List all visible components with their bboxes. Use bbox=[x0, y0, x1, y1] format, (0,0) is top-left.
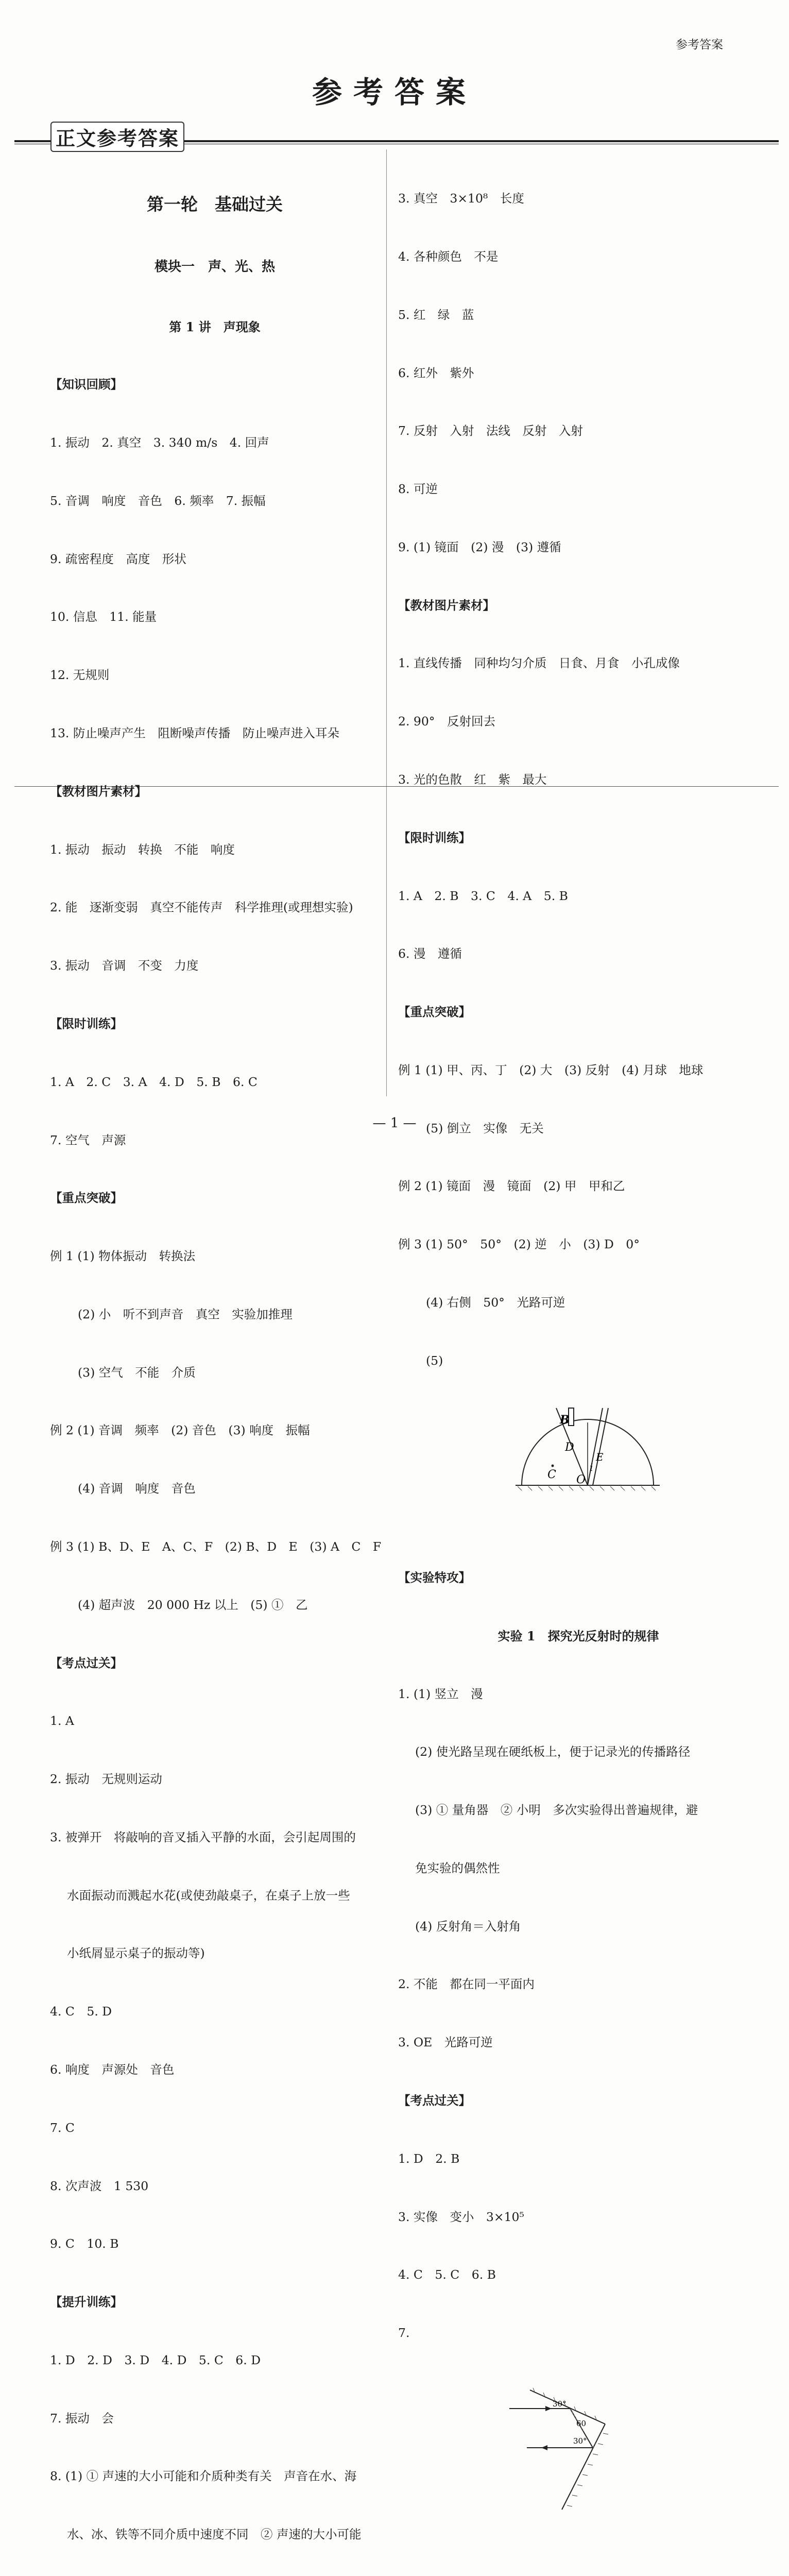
lecture-title: 第 1 讲 声现象 bbox=[169, 319, 261, 334]
double-mirror-figure bbox=[398, 2401, 759, 2525]
angle-label-2: 60 bbox=[576, 2418, 587, 2428]
answer-line: (4) 音调 响度 音色 bbox=[78, 1481, 196, 1496]
answer-line: 水、冰、铁等不同介质中速度不同 ② 声速的大小可能 bbox=[67, 2527, 362, 2542]
answer-line: 6. 红外 紫外 bbox=[398, 365, 474, 380]
answer-line: 2. 振动 无规则运动 bbox=[50, 1772, 162, 1787]
section-heading: 【教材图片素材】 bbox=[50, 784, 147, 799]
answer-line: 3. 真空 3×10⁸ 长度 bbox=[398, 191, 524, 206]
answer-line: (2) 小 听不到声音 真空 实验加推理 bbox=[78, 1307, 293, 1321]
section-heading: 【提升训练】 bbox=[50, 2295, 123, 2310]
answer-line: 3. 被弹开 将敲响的音叉插入平静的水面，会引起周围的 bbox=[50, 1829, 356, 1844]
answer-line: 8. (1) ① 声速的大小可能和介质种类有关 声音在水、海 bbox=[50, 2469, 357, 2484]
answer-line: 1. A 2. B 3. C 4. A 5. B bbox=[398, 888, 568, 903]
answer-line: 10. 信息 11. 能量 bbox=[50, 609, 157, 624]
label-d: D bbox=[565, 1441, 574, 1454]
answer-line: (5) 倒立 实像 无关 bbox=[426, 1121, 544, 1136]
answer-line: 9. 疏密程度 高度 形状 bbox=[50, 551, 186, 566]
answer-line: 2. 能 逐渐变弱 真空不能传声 科学推理(或理想实验) bbox=[50, 900, 353, 915]
answer-line: 水面振动而溅起水花(或使劲敲桌子，在桌子上放一些 bbox=[67, 1888, 350, 1903]
column-divider bbox=[386, 149, 387, 1096]
answer-line: 2. 90° 反射回去 bbox=[398, 714, 496, 729]
answer-line: 6. 漫 遵循 bbox=[398, 946, 462, 961]
page-number: — 1 — bbox=[372, 1115, 417, 1131]
answer-line: 3. 光的色散 红 紫 最大 bbox=[398, 772, 547, 787]
answer-line: 7. bbox=[398, 2326, 410, 2341]
section-heading: 【重点突破】 bbox=[50, 1191, 123, 1206]
answer-line: 12. 无规则 bbox=[50, 668, 110, 683]
section-heading: 【限时训练】 bbox=[50, 1016, 123, 1031]
section-heading: 【知识回顾】 bbox=[50, 377, 123, 392]
answer-line: 2. 不能 都在同一平面内 bbox=[398, 1977, 535, 1992]
answer-line: 1. D 2. B bbox=[398, 2151, 460, 2166]
answer-line: 8. 次声波 1 530 bbox=[50, 2178, 149, 2193]
answer-line: 9. (1) 镜面 (2) 漫 (3) 遵循 bbox=[398, 539, 561, 554]
answer-line: 例 2 (1) 镜面 漫 镜面 (2) 甲 甲和乙 bbox=[398, 1179, 625, 1194]
answer-line: (5) bbox=[426, 1353, 443, 1368]
answer-line: 7. 振动 会 bbox=[50, 2411, 114, 2426]
answer-line: 1. D 2. D 3. D 4. D 5. C 6. D bbox=[50, 2352, 261, 2367]
answer-line: 1. 振动 2. 真空 3. 340 m/s 4. 回声 bbox=[50, 435, 269, 450]
section-heading: 【考点过关】 bbox=[50, 1655, 123, 1670]
section-tag: 正文参考答案 bbox=[50, 122, 184, 152]
section-heading: 【重点突破】 bbox=[398, 1005, 471, 1020]
answer-line: 9. C 10. B bbox=[50, 2236, 119, 2251]
reflection-semicircle-figure bbox=[398, 1413, 759, 1510]
answer-line: (3) ① 量角器 ② 小明 多次实验得出普遍规律，避 bbox=[415, 1803, 698, 1818]
answer-line: 3. 实像 变小 3×10⁵ bbox=[398, 2209, 524, 2224]
answer-line: 1. (1) 竖立 漫 bbox=[398, 1686, 483, 1701]
answer-line: 1. 直线传播 同种均匀介质 日食、月食 小孔成像 bbox=[398, 656, 680, 671]
answer-line: 例 1 (1) 甲、丙、丁 (2) 大 (3) 反射 (4) 月球 地球 bbox=[398, 1062, 704, 1077]
answer-line: 4. 各种颜色 不是 bbox=[398, 249, 499, 264]
answer-line: 小纸屑显示桌子的振动等) bbox=[67, 1946, 205, 1961]
experiment-title: 实验 1 探究光反射时的规律 bbox=[498, 1628, 659, 1643]
answer-line: 1. A bbox=[50, 1714, 74, 1728]
answer-line: 5. 音调 响度 音色 6. 频率 7. 振幅 bbox=[50, 493, 266, 508]
answer-line: 5. 红 绿 蓝 bbox=[398, 307, 474, 322]
round-title: 第一轮 基础过关 bbox=[147, 194, 283, 215]
answer-line: (4) 超声波 20 000 Hz 以上 (5) ① 乙 bbox=[78, 1597, 308, 1612]
answer-line: 7. C bbox=[50, 2120, 75, 2135]
answer-line: 4. C 5. D bbox=[50, 2004, 112, 2019]
section-heading: 【限时训练】 bbox=[398, 830, 471, 845]
label-i: i bbox=[590, 1461, 593, 1474]
label-e: E bbox=[596, 1451, 604, 1464]
answer-line: (3) 空气 不能 介质 bbox=[78, 1365, 196, 1380]
answer-line: (2) 使光路呈现在硬纸板上，便于记录光的传播路径 bbox=[415, 1744, 691, 1759]
answer-line: (4) 右侧 50° 光路可逆 bbox=[426, 1295, 565, 1310]
label-o: O bbox=[576, 1473, 586, 1487]
section-heading: 【教材图片素材】 bbox=[398, 598, 495, 613]
answer-line: 3. 振动 音调 不变 力度 bbox=[50, 958, 199, 973]
answer-line: 例 1 (1) 物体振动 转换法 bbox=[50, 1249, 196, 1264]
answer-line: 免实验的偶然性 bbox=[415, 1860, 500, 1875]
section-heading: 【考点过关】 bbox=[398, 2093, 471, 2108]
reflection-diagram-svg bbox=[398, 1408, 759, 1489]
left-column bbox=[50, 151, 380, 2576]
answer-line: 例 3 (1) 50° 50° (2) 逆 小 (3) D 0° bbox=[398, 1237, 640, 1252]
answer-line: 3. OE 光路可逆 bbox=[398, 2035, 493, 2050]
answer-line: 例 3 (1) B、D、E A、C、F (2) B、D E (3) A C F bbox=[50, 1539, 382, 1554]
answer-line: 1. A 2. C 3. A 4. D 5. B 6. C bbox=[50, 1074, 258, 1089]
angle-label-3: 30° bbox=[573, 2436, 587, 2446]
answer-line: 4. C 5. C 6. B bbox=[398, 2267, 496, 2282]
answer-line: 13. 防止噪声产生 阻断噪声传播 防止噪声进入耳朵 bbox=[50, 726, 339, 741]
label-b: B bbox=[560, 1413, 570, 1427]
section-heading: 【实验特攻】 bbox=[398, 1570, 471, 1585]
answer-line: 8. 可逆 bbox=[398, 482, 438, 497]
answer-line: (4) 反射角＝入射角 bbox=[415, 1919, 521, 1934]
module-title: 模块一 声、光、热 bbox=[154, 259, 275, 275]
label-c: C bbox=[547, 1468, 556, 1482]
page-title: 参考答案 bbox=[312, 75, 477, 110]
answer-line: 例 2 (1) 音调 频率 (2) 音色 (3) 响度 振幅 bbox=[50, 1423, 310, 1438]
angle-label-1: 30° bbox=[553, 2399, 567, 2409]
mirror-diagram-svg bbox=[398, 2386, 759, 2510]
answer-line: 6. 响度 声源处 音色 bbox=[50, 2062, 175, 2077]
answer-line: 1. 振动 振动 转换 不能 响度 bbox=[50, 842, 235, 857]
answer-line: 7. 反射 入射 法线 反射 入射 bbox=[398, 423, 583, 438]
running-header: 参考答案 bbox=[676, 38, 723, 52]
right-column bbox=[398, 150, 759, 2576]
answer-line: 7. 空气 声源 bbox=[50, 1132, 126, 1147]
